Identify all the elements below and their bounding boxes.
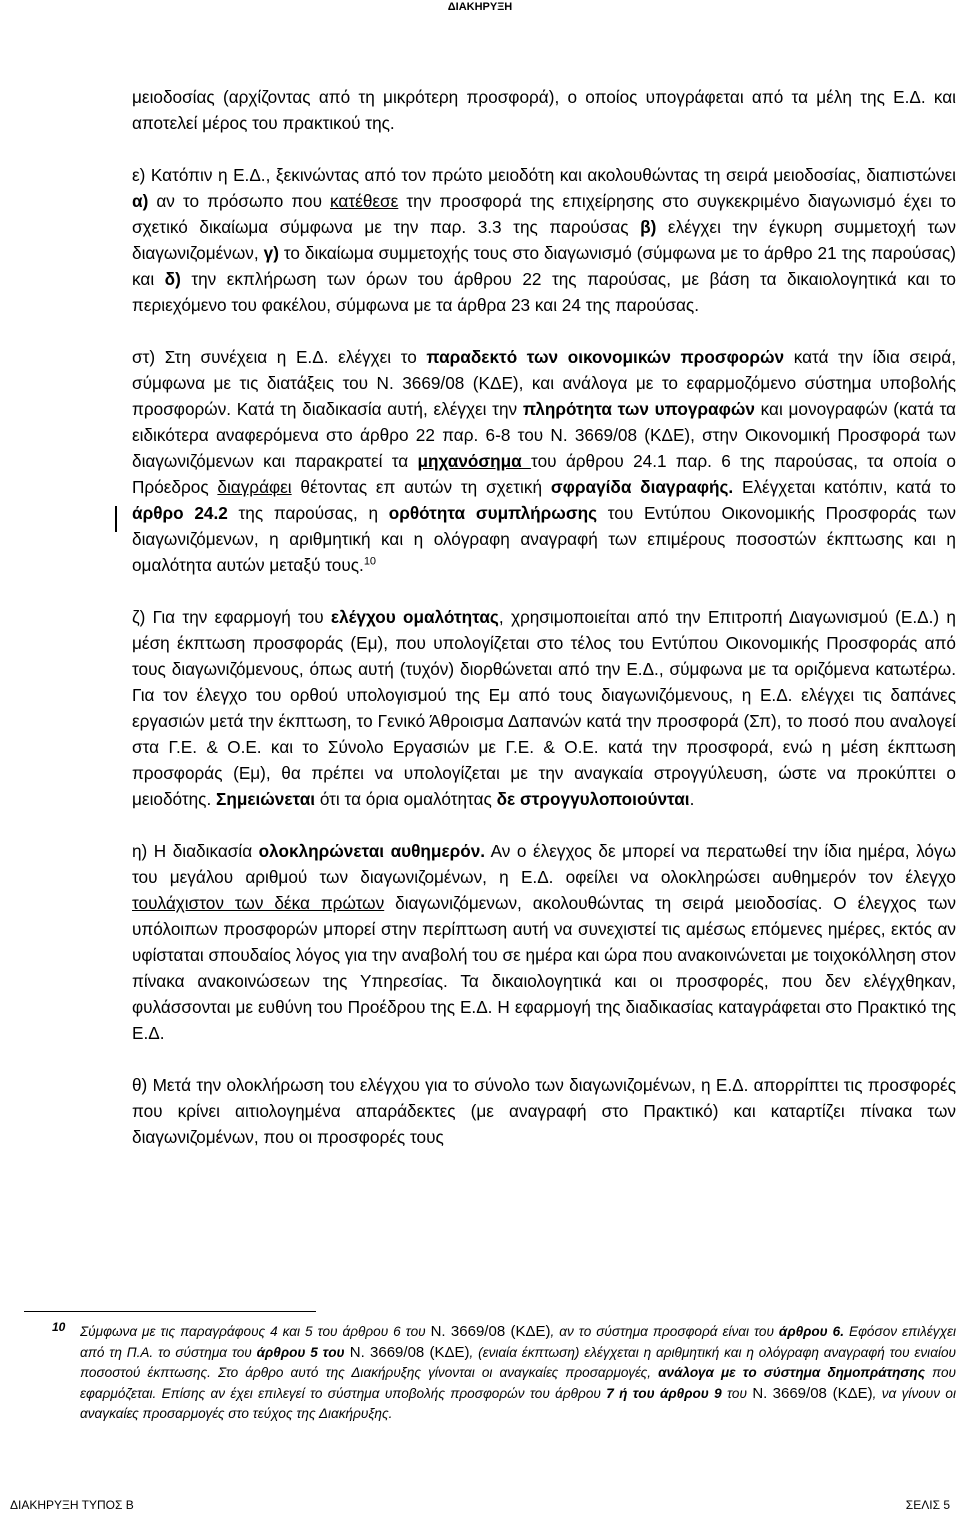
paragraph-i: [132, 838, 956, 1046]
text-run: ελέγχει την έγκυρη συμμετοχή των διαγωνιζομένων,: [132, 217, 957, 263]
text-run: η) Η διαδικασία: [132, 841, 259, 861]
text-run: ζ) Για την εφαρμογή του: [132, 607, 331, 627]
text-run: .: [689, 789, 695, 809]
bold-run: άρθρο 24.2: [132, 503, 228, 523]
text-run: του άρθρου 24.1 παρ. 6 της παρούσας, τα οποία ο Πρόεδρος: [132, 451, 956, 497]
text-run: αν το πρόσωπο που: [148, 191, 331, 211]
paragraph-continuation: μειοδοσίας (αρχίζοντας από τη μικρότερη προσφορά), ο οποίος υπογράφεται από τα μέλη της Ε.Δ. και αποτελεί μέρος του πρακτικού της.: [132, 87, 956, 133]
bold-run: άρθρου 6.: [778, 1324, 845, 1339]
text-run: Ν.: [752, 1384, 768, 1402]
text-run: Ν. 3669/08 (ΚΔΕ): [344, 1343, 470, 1361]
text-run: το δικαίωμα συμμετοχής τους στο διαγωνισμό (σύμφωνα με το άρθρο 21 της παρούσας) και: [132, 243, 956, 289]
text-run: , χρησιμοποιείται από την Επιτροπή Διαγωνισμού (Ε.Δ.) η μέση έκπτωση προσφοράς (Εμ), που υπολογίζεται στο τέλος του Εντύπου Οικονομικής Προσφοράς από τους διαγωνιζόμενους, όπως αυτή (τυχόν) διορθώνεται από την Ε.Δ., σύμφωνα με τα οριζόμενα κατωτέρω. Για τον έλεγχο του ορθού υπολογισμού της Εμ από τους διαγωνιζόμενους, η Ε.Δ. ελέγχει τις δαπάνες εργασιών μετά την έκπτωση, το Γενικό Άθροισμα Δαπανών κατά την προσφορά (Σπ), το ποσό που αναλογεί στα Γ.Ε. & Ο.Ε. και το Σύνολο Εργασιών με Γ.Ε. & Ο.Ε. κατά την προσφορά, ενώ η μέση έκπτωση προσφοράς (Εμ), θα πρέπει να υπολογίζεται με την αναγκαία στρογγύλευση, ώστε να προκύπτει ο μειοδότης.: [132, 607, 956, 809]
text-run: Ελέγχεται κατόπιν, κατά το: [733, 477, 956, 497]
text-run: κατά την ίδια σειρά, σύμφωνα με τις διατάξεις του Ν. 3669/08 (ΚΔΕ), και ανάλογα με το εφαρμοζόμενο σύστημα υποβολής προσφορών. Κατά τη διαδικασία αυτή, ελέγχει την: [132, 347, 956, 419]
text-run: 3669/08 (ΚΔΕ): [772, 1384, 873, 1402]
paragraph-st: [132, 344, 956, 578]
text-run: , αν το σύστημα προσφορά είναι του: [550, 1324, 779, 1339]
page-footer: [0, 1498, 960, 1518]
bold-run: δ): [164, 269, 181, 289]
text-run: και μονογραφών (κατά τα ειδικότερα αναφερόμενα στο άρθρο 22 παρ. 6-8 του Ν. 3669/08 (ΚΔΕ), στην Οικονομική Προσφορά των διαγωνιζόμενων και παρακρατεί τα: [132, 399, 956, 471]
text-run: θέτοντας επ αυτών τη σχετική: [291, 477, 551, 497]
bold-run: σφραγίδα διαγραφής.: [550, 477, 734, 497]
text-run: Ν. 3669/08 (ΚΔΕ): [430, 1323, 551, 1340]
footnote-separator: [24, 1311, 316, 1312]
text-run: που εφαρμόζεται. Επίσης αν έχει επιλεγεί το σύστημα υποβολής προσφορών του άρθρου: [80, 1365, 956, 1401]
footnote-text: [80, 1322, 956, 1425]
bold-run: α): [132, 191, 149, 211]
page-header: ΔΙΑΚΗΡΥΞΗ: [447, 1, 513, 13]
text-run: Εφόσον επιλέγχει από τη Π.Α. το σύστημα του: [80, 1324, 956, 1360]
bold-run: β): [640, 217, 657, 237]
bold-run: ορθότητα συμπλήρωσης: [388, 503, 598, 523]
bold-run: γ): [263, 243, 279, 263]
underlined-run: κατέθεσε: [330, 191, 399, 211]
underlined-run: διαγράφει: [217, 477, 292, 497]
footnote-reference[interactable]: 10: [363, 555, 377, 568]
text-run: διαγωνιζόμενων, ακολουθώντας τη σειρά μειοδοσίας. Ο έλεγχος των υπόλοιπων προσφορών μπορεί στην περίπτωση αυτή να συνεχιστεί τις αμέσως επόμενες ημέρες, εκτός αν υφίσταται σπουδαίος λόγος για την αναβολή του σε ημέρα και ώρα που ανακοινώνεται με τοιχοκόλληση στον πίνακα ανακοινώσεων της Υπηρεσίας. Τα δικαιολογητικά και οι προσφορές, που δεν ελέγχθηκαν, φυλάσσονται με ευθύνη του Προέδρου της Ε.Δ. Η εφαρμογή της διαδικασίας καταγράφεται στο Πρακτικό της Ε.Δ.: [132, 893, 956, 1043]
text-run: , (ενιαία έκπτωση) ελέγχεται η αριθμητική και η ολόγραφη αναγραφή του ενιαίου ποσοστού έκπτωσης. Στο άρθρο αυτό της Διακήρυξης γίνονται οι αναγκαίες προσαρμογές,: [80, 1344, 957, 1380]
text-run: Αν ο έλεγχος δε μπορεί να περατωθεί την ίδια ημέρα, λόγω του μεγάλου αριθμού των διαγωνιζομένων, η Ε.Δ. οφείλει να ολοκληρώσει αυθημερόν τον έλεγχο: [132, 841, 957, 887]
bold-run: ελέγχου ομαλότητας: [330, 607, 499, 627]
bold-run: άρθρου 5 του: [256, 1344, 345, 1360]
text-run: , να γίνουν οι αναγκαίες προσαρμογές στο τεύχος της Διακήρυξης.: [80, 1385, 956, 1421]
footer-doc-type: ΔΙΑΚΗΡΥΞΗ ΤΥΠΟΣ Β: [10, 1498, 134, 1512]
bold-run: ανάλογα με το σύστημα δημοπράτησης: [658, 1365, 925, 1380]
paragraph-th: θ) Μετά την ολοκλήρωση του ελέγχου για το σύνολο των διαγωνιζομένων, η Ε.Δ. απορρίπτει τις προσφορές που κρίνει αιτιολογημένα απαράδεκτες (με αναγραφή στο Πρακτικό) και καταρτίζει πίνακα των διαγωνιζομένων, που οι προσφορές τους: [132, 1075, 956, 1147]
text-run: την προσφορά της επιχείρησης στο συγκεκριμένο διαγωνισμό έχει το σχετικό δικαίωμα σύμφωνα με την παρ. 3.3 της παρούσας: [132, 191, 956, 237]
text-run: στ) Στη συνέχεια η Ε.Δ. ελέγχει το: [132, 347, 427, 367]
text-run: του: [721, 1385, 753, 1401]
bold-run: παραδεκτό των οικονομικών προσφορών: [426, 347, 785, 367]
underlined-run: τουλάχιστον των δέκα πρώτων: [132, 893, 385, 913]
text-cursor: [115, 506, 117, 532]
text-run: Σύμφωνα με τις παραγράφους 4 και 5 του άρθρου 6 του: [80, 1324, 431, 1339]
bold-run: πληρότητα των υπογραφών: [522, 399, 755, 419]
bold-underlined-run: μηχανόσημα: [417, 451, 532, 471]
bold-run: ολοκληρώνεται αυθημερόν.: [258, 841, 486, 861]
footer-page-number: ΣΕΛΙΣ 5: [905, 1498, 950, 1512]
document-body: [132, 84, 956, 1176]
text-run: του Εντύπου Οικονομικής Προσφοράς των διαγωνιζόμενων, η αριθμητική και η ολόγραφη αναγραφή των επιμέρους ποσοστών έκπτωσης και η ομαλότητα αυτών μεταξύ τους.: [132, 503, 956, 575]
text-run: της παρούσας, η: [227, 503, 389, 523]
footnote-number: 10: [52, 1320, 66, 1334]
bold-run: 7 ή του άρθρου 9: [606, 1385, 722, 1401]
bold-run: Σημειώνεται: [216, 789, 316, 809]
text-run: ε) Κατόπιν η Ε.Δ., ξεκινώντας από τον πρώτο μειοδότη και ακολουθώντας τη σειρά μειοδοσίας, διαπιστώνει: [132, 165, 956, 185]
paragraph-z: [132, 604, 956, 812]
paragraph-e: [132, 162, 956, 318]
text-run: ότι τα όρια ομαλότητας: [315, 789, 497, 809]
text-run: την εκπλήρωση των όρων του άρθρου 22 της παρούσας, με βάση τα δικαιολογητικά και το περιεχόμενο του φακέλου, σύμφωνα με τα άρθρα 23 και 24 της παρούσας.: [132, 269, 956, 315]
bold-run: δε στρογγυλοποιούνται: [496, 789, 690, 809]
